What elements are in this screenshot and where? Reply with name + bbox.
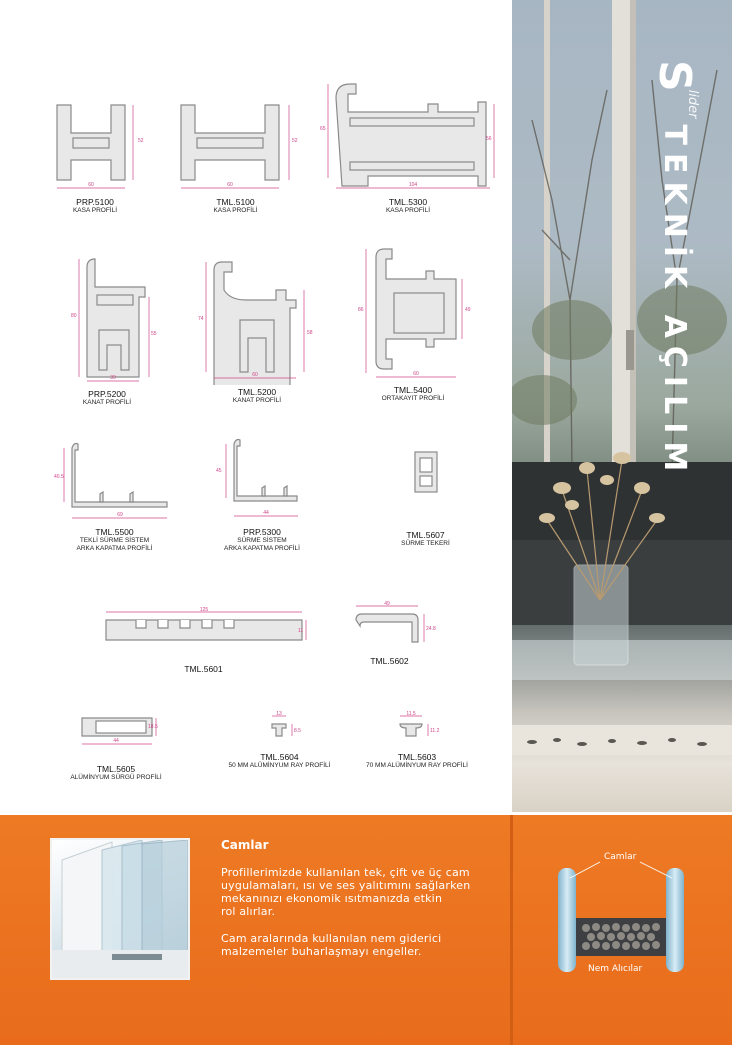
- dim-width: 39: [110, 375, 116, 381]
- profile-drawing: [171, 100, 301, 195]
- profile-tml5400: [348, 245, 478, 403]
- profile-tml5500: [52, 440, 177, 553]
- dim-height-left: 86: [358, 307, 364, 313]
- dim-width: 11.5: [406, 711, 416, 717]
- dim-height-right: 58: [307, 330, 313, 336]
- dim-width: 44: [113, 738, 119, 744]
- dim-height-right: 55: [151, 331, 157, 337]
- title-word: TEKNİK AÇILIM: [657, 124, 692, 480]
- profile-caption: ORTAKAYIT PROFİLİ: [381, 395, 445, 402]
- profile-caption: 70 MM ALÜMİNYUM RAY PROFİLİ: [366, 762, 468, 769]
- profile-caption: ALÜMİNYUM SÜRGÜ PROFİLİ: [70, 774, 162, 781]
- profile-caption-line1: SÜRME SİSTEM: [237, 537, 287, 544]
- profile-code: PRP.5300: [243, 527, 281, 537]
- title-letter: S: [649, 60, 700, 96]
- dim-height-left: 80: [71, 313, 77, 319]
- dim-width: 49: [384, 601, 390, 607]
- profile-caption-line2: ARKA KAPATMA PROFİLİ: [76, 545, 153, 552]
- profile-code: TML.5400: [393, 385, 433, 395]
- profile-drawing: [192, 260, 322, 385]
- profile-caption: 50 MM ALÜMİNYUM RAY PROFİLİ: [228, 762, 331, 769]
- profile-drawing: [52, 440, 177, 525]
- profile-drawing: [96, 606, 311, 654]
- profile-code: PRP.5200: [88, 389, 126, 399]
- profile-code: PRP.5100: [76, 197, 114, 207]
- title-superscript: lider: [685, 89, 700, 119]
- dim-height: 8.5: [294, 728, 301, 734]
- dim-width: 44: [263, 510, 269, 516]
- glass-spacer-diagram: [540, 848, 710, 978]
- profile-tml5300: [318, 78, 498, 215]
- profile-drawing: [66, 708, 166, 756]
- paragraph-line: malzemeler buharlaşmayı engeller.: [221, 945, 422, 958]
- profile-prp5100: [40, 100, 150, 215]
- profile-code: TML.5605: [96, 764, 136, 774]
- profile-code: TML.5601: [184, 664, 223, 674]
- dim-width: 60: [226, 182, 233, 188]
- profile-code: TML.5603: [397, 752, 437, 762]
- dim-height: 11.2: [430, 728, 440, 734]
- dim-height: 11: [298, 628, 304, 634]
- dim-height: 52: [138, 138, 144, 144]
- profile-code: TML.5602: [370, 656, 409, 666]
- profile-code: TML.5604: [260, 752, 299, 762]
- dim-height: 52: [291, 138, 298, 144]
- profile-code: TML.5300: [388, 197, 428, 207]
- profile-code: TML.5500: [95, 527, 134, 537]
- glass-paragraph-2: [221, 932, 491, 958]
- profile-drawing: [212, 706, 347, 746]
- dim-height-right: 56: [486, 136, 492, 142]
- dim-width: 104: [408, 182, 418, 188]
- profile-caption-line1: TEKLİ SÜRME SİSTEM: [79, 537, 150, 544]
- profile-tml5200: [192, 260, 322, 405]
- paragraph-line: mekanınızı ekonomik ısıtmanızda etkin: [221, 892, 443, 905]
- profile-tml5603: [362, 706, 472, 770]
- paragraph-line: Profillerimizde kullanılan tek, çift ve üç cam: [221, 866, 470, 879]
- profile-code: TML.5607: [406, 530, 445, 540]
- diagram-label-desiccant: Nem Alıcılar: [588, 964, 643, 974]
- profile-drawing: [57, 255, 157, 387]
- glass-cross-section: [540, 848, 710, 978]
- glass-unit-image: [50, 838, 190, 980]
- profile-tml5601: [96, 606, 311, 674]
- dim-height: 40.5: [54, 474, 64, 480]
- dim-height: 18.5: [148, 724, 158, 730]
- profile-drawing: [212, 438, 312, 525]
- profile-code: TML.5200: [237, 387, 277, 397]
- profile-caption: SÜRME TEKERİ: [401, 540, 450, 547]
- profile-caption: KANAT PROFİLİ: [82, 399, 132, 406]
- paragraph-line: rol alırlar.: [221, 905, 276, 918]
- profile-caption: KASA PROFİLİ: [72, 207, 118, 214]
- profile-drawing: [342, 598, 437, 654]
- profile-tml5605: [66, 708, 166, 782]
- diagram-label-glass: Camlar: [604, 852, 637, 862]
- paragraph-line: Cam aralarında kullanılan nem giderici: [221, 932, 442, 945]
- profile-tml5602: [342, 598, 437, 666]
- dim-height-left: 74: [198, 316, 204, 322]
- profile-tml5100: [168, 100, 303, 215]
- profile-drawing: [378, 448, 473, 528]
- profile-drawing: [348, 245, 478, 383]
- glass-unit-illustration: [52, 840, 188, 978]
- dim-width: 60: [252, 372, 258, 378]
- profile-caption: KANAT PROFİLİ: [232, 397, 282, 404]
- paragraph-line: uygulamaları, ısı ve ses yalıtımını sağlarken: [221, 879, 471, 892]
- profile-drawing: [45, 100, 145, 195]
- dim-height-right: 49: [465, 307, 471, 313]
- dim-height-left: 65: [320, 126, 326, 132]
- band-divider: [510, 815, 513, 1045]
- profile-prp5300: [212, 438, 312, 553]
- dim-width: 125: [199, 607, 209, 613]
- vertical-section-title: [640, 60, 700, 480]
- profile-caption-line2: ARKA KAPATMA PROFİLİ: [224, 545, 300, 552]
- glass-section-title: Camlar: [221, 838, 269, 852]
- profile-caption: KASA PROFİLİ: [385, 207, 431, 214]
- dim-height: 24.8: [426, 626, 436, 632]
- profile-drawing: [318, 78, 498, 195]
- glass-paragraph-1: [221, 866, 491, 918]
- profile-caption: KASA PROFİLİ: [213, 207, 258, 214]
- dim-height: 45: [216, 468, 222, 474]
- profile-code: TML.5100: [216, 197, 255, 207]
- dim-width: 60: [413, 371, 419, 377]
- profile-tml5604: [212, 706, 347, 770]
- profile-prp5200: [52, 255, 162, 407]
- dim-width: 13: [276, 711, 282, 717]
- dim-width: 69: [117, 512, 123, 518]
- dim-width: 60: [88, 182, 94, 188]
- profile-tml5607: [378, 448, 473, 548]
- profile-drawing: [362, 706, 472, 746]
